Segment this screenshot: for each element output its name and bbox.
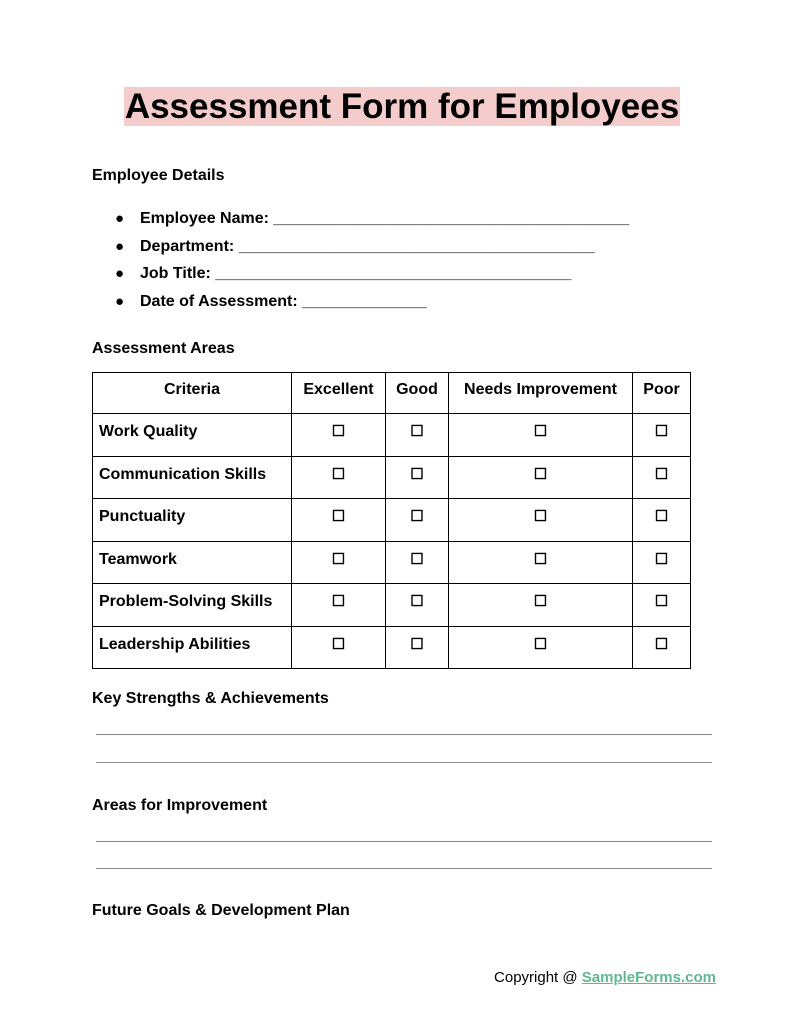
checkbox-needs-improvement[interactable]: ☐ — [449, 584, 633, 627]
field-blank[interactable]: ________________________________________ — [273, 210, 630, 227]
writing-line[interactable] — [96, 868, 712, 869]
field-blank[interactable]: ________________________________________ — [238, 237, 595, 255]
checkbox-poor[interactable]: ☐ — [633, 626, 691, 669]
field-label: Date of Assessment: — [140, 293, 298, 311]
improvement-heading: Areas for Improvement — [92, 797, 268, 814]
field-employee-name — [92, 209, 629, 237]
checkbox-excellent[interactable]: ☐ — [292, 541, 386, 584]
checkbox-poor[interactable]: ☐ — [633, 499, 691, 542]
goals-heading: Future Goals & Development Plan — [92, 902, 350, 919]
checkbox-poor[interactable]: ☐ — [633, 584, 691, 627]
criteria-cell: Teamwork — [93, 541, 292, 584]
table-row — [93, 456, 691, 499]
checkbox-good[interactable]: ☐ — [386, 584, 449, 627]
field-label: Employee Name: — [140, 210, 269, 227]
table-row — [93, 541, 691, 584]
criteria-cell: Communication Skills — [93, 456, 292, 499]
bullet-icon: ● — [115, 210, 125, 227]
criteria-cell: Leadership Abilities — [93, 626, 292, 669]
checkbox-good[interactable]: ☐ — [386, 456, 449, 499]
field-job-title — [92, 264, 629, 292]
field-label: Department: — [140, 237, 235, 255]
checkbox-excellent[interactable]: ☐ — [292, 414, 386, 457]
employee-details-list — [92, 209, 629, 320]
field-blank[interactable]: ______________ — [302, 293, 427, 311]
strengths-heading: Key Strengths & Achievements — [92, 690, 329, 707]
checkbox-excellent[interactable]: ☐ — [292, 499, 386, 542]
checkbox-poor[interactable]: ☐ — [633, 541, 691, 584]
bullet-icon: ● — [115, 237, 125, 255]
writing-line[interactable] — [96, 762, 712, 763]
writing-line[interactable] — [96, 841, 712, 842]
employee-details-heading: Employee Details — [92, 167, 225, 184]
checkbox-needs-improvement[interactable]: ☐ — [449, 541, 633, 584]
checkbox-good[interactable]: ☐ — [386, 626, 449, 669]
checkbox-excellent[interactable]: ☐ — [292, 584, 386, 627]
page-title — [0, 86, 804, 128]
field-label: Job Title: — [140, 265, 211, 283]
checkbox-poor[interactable]: ☐ — [633, 456, 691, 499]
checkbox-needs-improvement[interactable]: ☐ — [449, 456, 633, 499]
table-header-row — [93, 373, 691, 414]
writing-line[interactable] — [96, 734, 712, 735]
assessment-areas-heading: Assessment Areas — [92, 340, 235, 357]
table-row — [93, 626, 691, 669]
checkbox-needs-improvement[interactable]: ☐ — [449, 414, 633, 457]
table-row — [93, 584, 691, 627]
copyright-text: Copyright @ — [494, 969, 582, 986]
brand-link[interactable]: SampleForms.com — [581, 969, 716, 986]
copyright-footer — [494, 968, 716, 988]
column-header-criteria: Criteria — [93, 373, 292, 414]
bullet-icon: ● — [115, 265, 125, 283]
checkbox-excellent[interactable]: ☐ — [292, 626, 386, 669]
bullet-icon: ● — [115, 293, 125, 311]
criteria-cell: Work Quality — [93, 414, 292, 457]
checkbox-needs-improvement[interactable]: ☐ — [449, 626, 633, 669]
column-header-excellent: Excellent — [292, 373, 386, 414]
column-header-needs-improvement: Needs Improvement — [449, 373, 633, 414]
table-row — [93, 499, 691, 542]
checkbox-good[interactable]: ☐ — [386, 414, 449, 457]
assessment-table — [92, 372, 691, 669]
column-header-good: Good — [386, 373, 449, 414]
checkbox-excellent[interactable]: ☐ — [292, 456, 386, 499]
field-blank[interactable]: ________________________________________ — [215, 265, 572, 283]
checkbox-good[interactable]: ☐ — [386, 499, 449, 542]
criteria-cell: Punctuality — [93, 499, 292, 542]
checkbox-poor[interactable]: ☐ — [633, 414, 691, 457]
page-title-text: Assessment Form for Employees — [124, 87, 680, 126]
criteria-cell: Problem-Solving Skills — [93, 584, 292, 627]
checkbox-good[interactable]: ☐ — [386, 541, 449, 584]
checkbox-needs-improvement[interactable]: ☐ — [449, 499, 633, 542]
field-department — [92, 237, 629, 265]
table-row — [93, 414, 691, 457]
column-header-poor: Poor — [633, 373, 691, 414]
field-date-of-assessment — [92, 292, 629, 320]
